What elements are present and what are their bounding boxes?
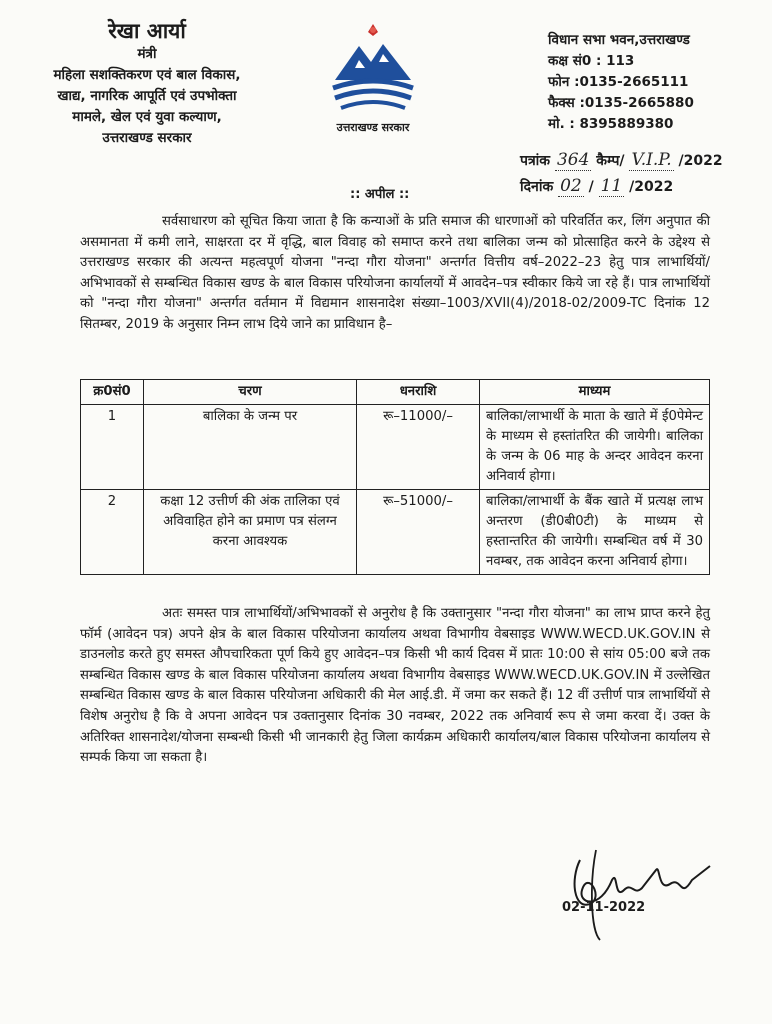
logo-caption: उत्तराखण्ड सरकार: [336, 121, 410, 134]
cell-stage: बालिका के जन्म पर: [144, 405, 357, 490]
intro-text: सर्वसाधारण को सूचित किया जाता है कि कन्याओं के प्रति समाज की धारणाओं को परिवर्तित कर, लिंग अनुपात की असमानता में कमी लाने, साक्षरता दर में वृद्धि, बाल विवाह को समाप्त करने तथा बालिका जन्म को प्रोत्साहित करने के उद्देश्य से उत्तराखण्ड सरकार की अत्यन्त महत्वपूर्ण योजना "नन्दा गौरा योजना" अन्तर्गत वित्तीय वर्ष–2022–23 हेतु पात्र लाभार्थियों/ अभिभावकों से सम्बन्धित विकास खण्ड के बाल विकास परियोजना कार्यालयों में आवदेन–पत्र स्वीकार किये जा रहे हैं। पात्र लाभार्थियों को "नन्दा गौरा योजना" अन्तर्गत वर्तमान में विद्यमान शासनादेश संख्या–1003/XVII(4)/2018-02/2009-TC दिनांक 12 सितम्बर, 2019 के अनुसार निम्न लाभ दिये जाने का प्राविधान है–: [80, 214, 710, 332]
minister-letterhead: [22, 18, 272, 149]
cell-sno: 2: [81, 490, 144, 575]
letter-reference: [520, 150, 723, 170]
intro-paragraph: [80, 212, 710, 336]
table-row: [81, 490, 710, 575]
portfolio-line: महिला सशक्तिकरण एवं बाल विकास,: [53, 67, 241, 83]
letter-date: दिनांक 02 / 11 /2022: [520, 176, 674, 196]
minister-designation: मंत्री: [137, 46, 157, 62]
portfolio-line: खाद्य, नागरिक आपूर्ति एवं उपभोक्ता: [57, 88, 237, 104]
closing-paragraph: [80, 604, 710, 769]
patrank-handwritten: V.I.P.: [631, 150, 672, 170]
cell-medium: बालिका/लाभार्थी के बैंक खाते में प्रत्यक्ष लाभ अन्तरण (डी0बी0टी) के माध्यम से हस्तान्तरित की जायेगी। सम्बन्धित वर्ष में 30 नवम्बर, तक आवेदन करना अनिवार्य होगा।: [480, 490, 710, 575]
date-year: /2022: [629, 179, 674, 195]
cell-amount: रू–51000/–: [357, 490, 480, 575]
header-amount: धनराशि: [357, 380, 480, 405]
signature-date: 02-11-2022: [562, 900, 646, 915]
appeal-heading: :: अपील ::: [350, 187, 410, 202]
date-month: 11: [600, 176, 623, 196]
address-line: विधान सभा भवन,उत्तराखण्ड: [548, 32, 690, 48]
header-sno: क्र0सं0: [81, 380, 144, 405]
minister-name: रेखा आर्या: [108, 19, 186, 43]
patrank-label: पत्रांक: [520, 153, 551, 169]
date-label: दिनांक: [520, 179, 554, 195]
table-row: [81, 405, 710, 490]
table-header-row: [81, 380, 710, 405]
benefits-table: [80, 379, 710, 575]
address-line: फोन :0135-2665111: [548, 74, 689, 90]
address-line: कक्ष सं0 : 113: [548, 53, 635, 69]
cell-sno: 1: [81, 405, 144, 490]
patrank-year: /2022: [678, 153, 723, 169]
address-line: मो. : 8395889380: [548, 116, 674, 132]
header-medium: माध्यम: [480, 380, 710, 405]
office-address: [548, 30, 763, 135]
header-stage: चरण: [144, 380, 357, 405]
emblem-icon: [325, 22, 421, 114]
cell-stage: कक्षा 12 उत्तीर्ण की अंक तालिका एवं अविवाहित होने का प्रमाण पत्र संलग्न करना आवश्यक: [144, 490, 357, 575]
closing-text: अतः समस्त पात्र लाभार्थियों/अभिभावकों से अनुरोध है कि उक्तानुसार "नन्दा गौरा योजना" का लाभ प्राप्त करने हेतु फॉर्म (आवेदन पत्र) अपने क्षेत्र के बाल विकास परियोजना कार्यालय अथवा विभागीय वेबसाइड WWW.WECD.UK.GOV.IN से डाउनलोड करते हुए समस्त औपचारिकता पूर्ण किये हुए आवेदन–पत्र किसी भी कार्य दिवस में प्रातः 10:00 से सांय 05:00 बजे तक सम्बन्धित विकास खण्ड के बाल विकास परियोजना कार्यालय अथवा विभागीय वेबसाइड WWW.WECD.UK.GOV.IN में उल्लेखित सम्बन्धित विकास खण्ड के बाल विकास परियोजना अधिकारी की मेल आई.डी. में जमा कर सकते हैं। 12 वीं उत्तीर्ण पात्र लाभार्थियों से विशेष अनुरोध है कि वे अपना आवेदन पत्र उक्तानुसार दिनांक 30 नवम्बर, 2022 तक अनिवार्य रूप से जमा करवा दें। उक्त के अतिरिक्त शासनादेश/योजना सम्बन्धी किसी भी जानकारी हेतु जिला कार्यक्रम अधिकारी कार्यालय/बाल विकास परियोजना कार्यालय से सम्पर्क किया जा सकता है।: [80, 606, 710, 766]
cell-amount: रू–11000/–: [357, 405, 480, 490]
cell-medium: बालिका/लाभार्थी के माता के खाते में ई0पेमेन्ट के माध्यम से हस्तांतरित की जायेगी। बालिका के जन्म के 06 माह के अन्दर आवेदन करना अनिवार्य होगा।: [480, 405, 710, 490]
portfolio-line: मामले, खेल एवं युवा कल्याण,: [72, 109, 222, 125]
date-day: 02: [560, 176, 582, 196]
uttarakhand-govt-logo: [318, 22, 428, 135]
address-line: फैक्स :0135-2665880: [548, 95, 694, 111]
handwritten-signature: [560, 840, 730, 950]
patrank-number: 364: [556, 150, 590, 170]
portfolio-line: उत्तराखण्ड सरकार: [102, 130, 192, 146]
patrank-suffix: कैम्प/: [596, 153, 625, 169]
